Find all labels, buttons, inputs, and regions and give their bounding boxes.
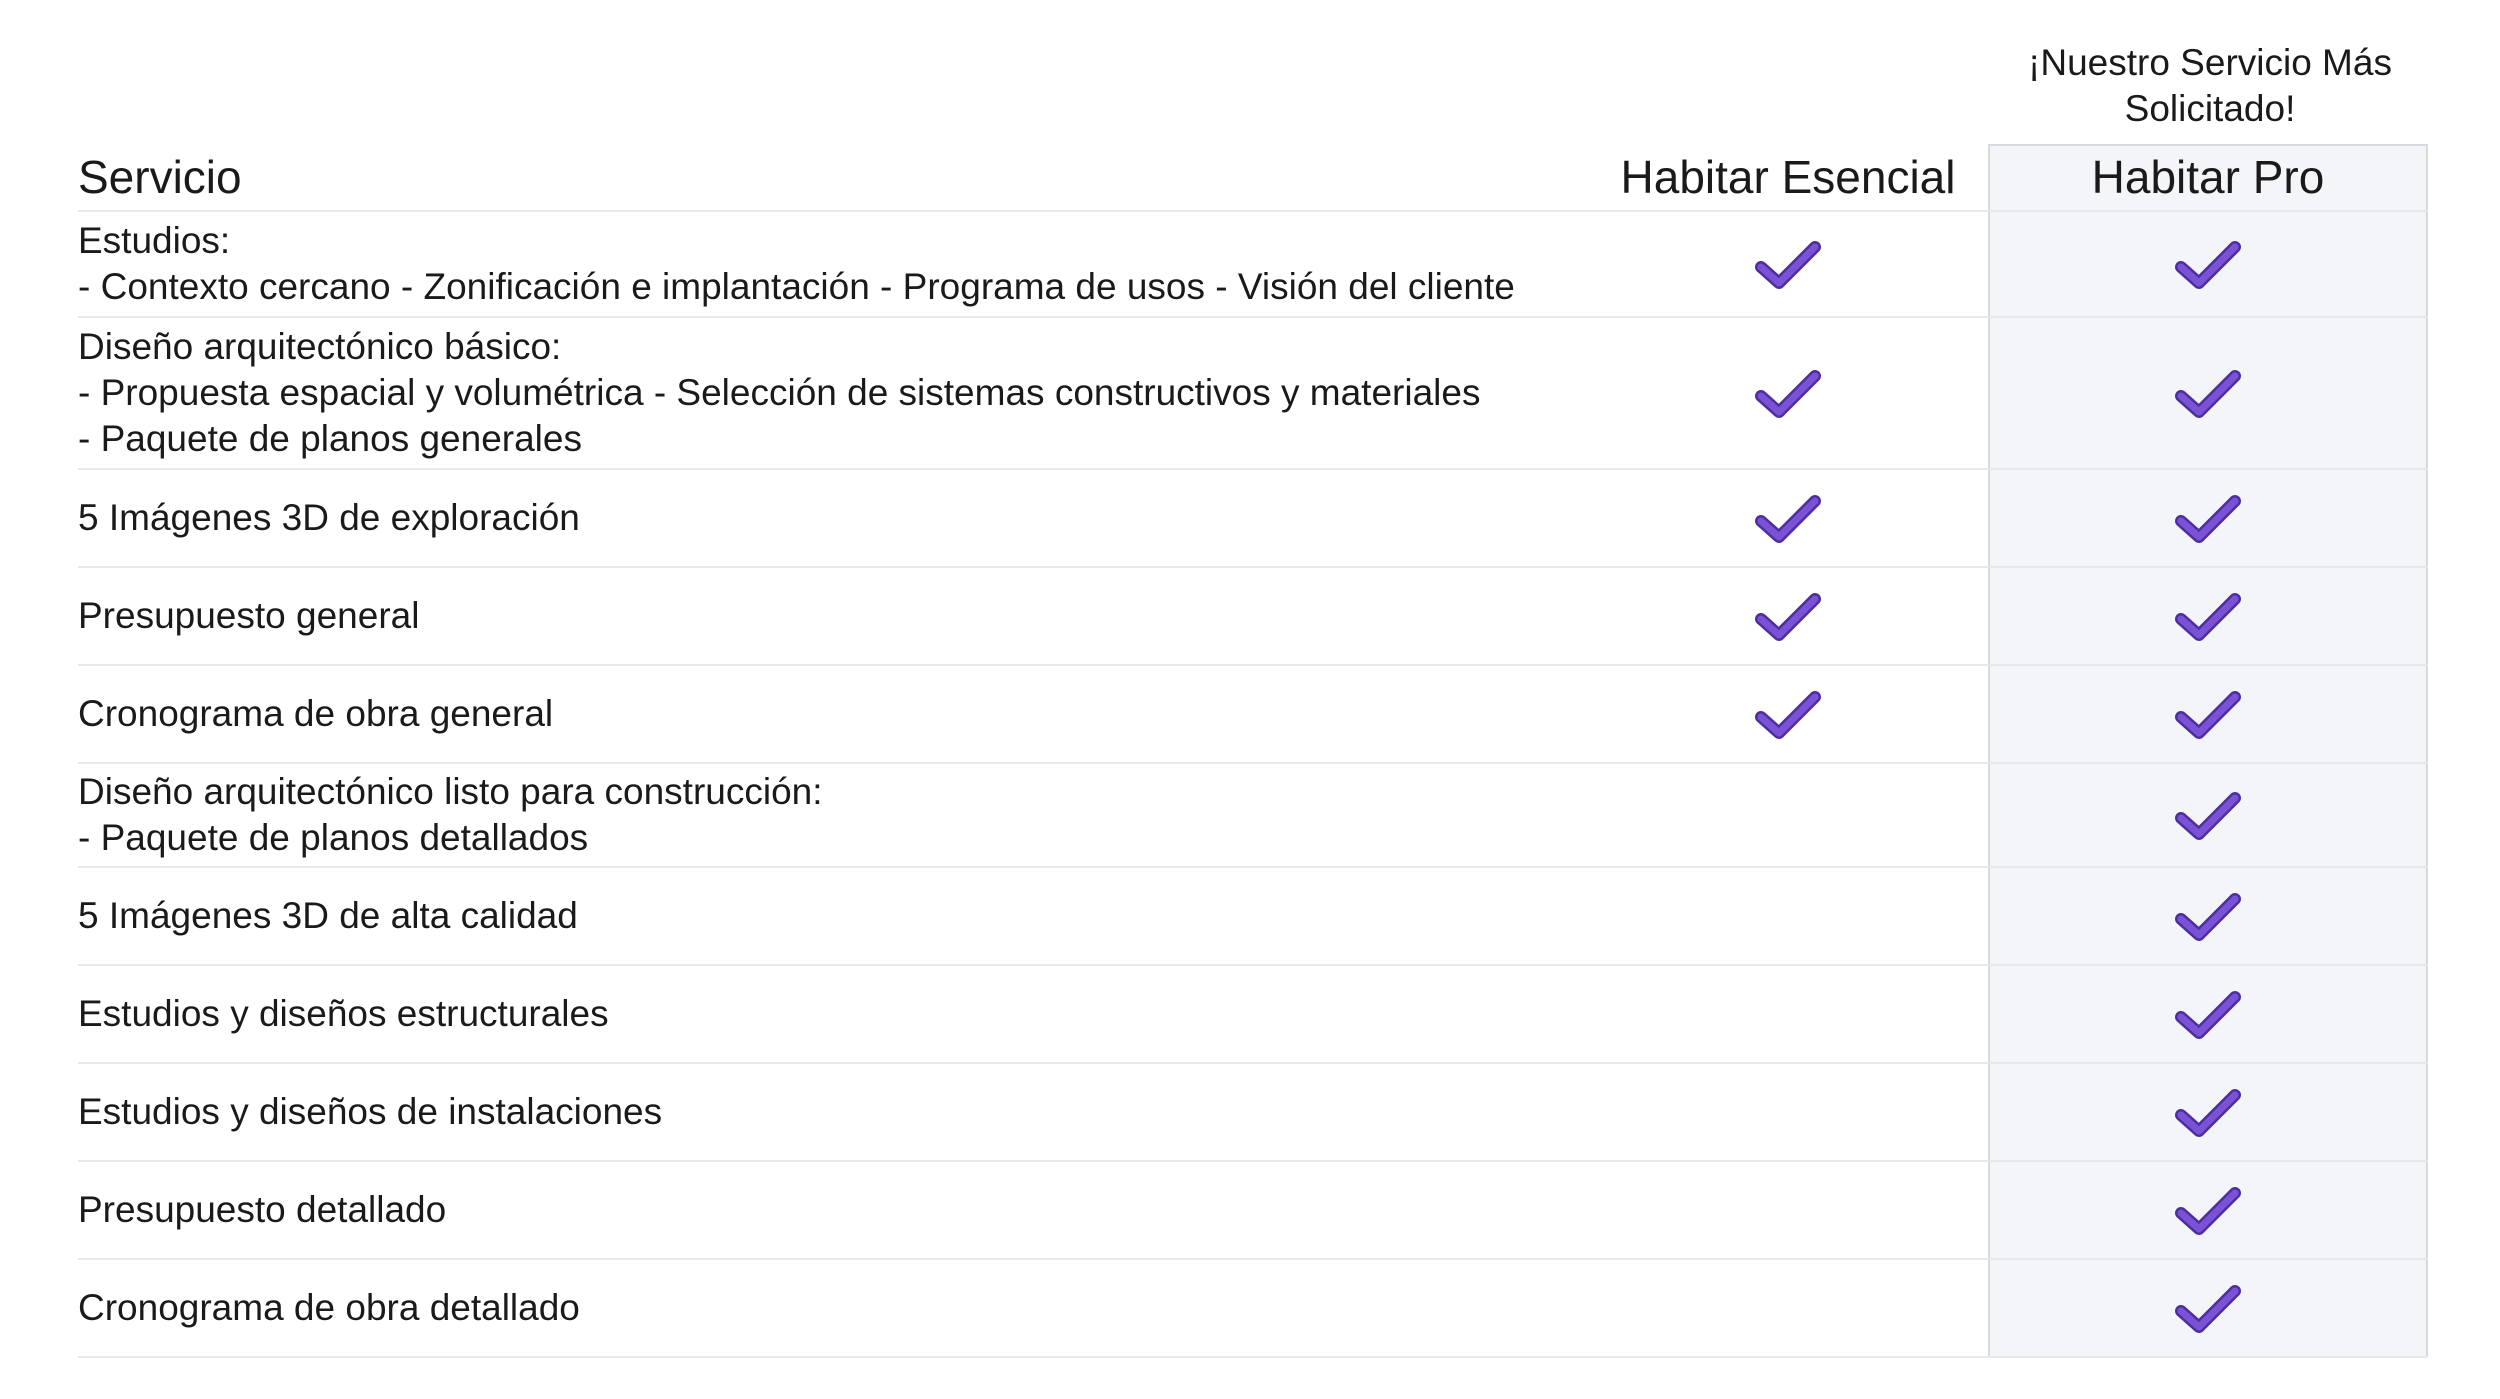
check-icon (1753, 491, 1823, 545)
service-description: Estudios y diseños de instalaciones (78, 1091, 663, 1132)
pro-cell (1988, 237, 2428, 291)
table-row (78, 868, 2428, 966)
pro-cell (1988, 889, 2428, 943)
pro-cell (1988, 1183, 2428, 1237)
column-header-pro: Habitar Pro (2091, 151, 2325, 203)
pro-cell (1988, 589, 2428, 643)
pro-cell (1988, 788, 2428, 842)
check-icon (2173, 589, 2243, 643)
table-row (78, 666, 2428, 764)
pro-cell (1988, 1085, 2428, 1139)
check-icon (2173, 491, 2243, 545)
essential-cell (1588, 366, 1988, 420)
check-icon (2173, 1085, 2243, 1139)
check-icon (2173, 889, 2243, 943)
essential-cell (1588, 589, 1988, 643)
essential-cell (1588, 491, 1988, 545)
service-description: Presupuesto detallado (78, 1189, 447, 1230)
essential-cell (1588, 687, 1988, 741)
table-row (78, 212, 2428, 318)
essential-cell (1588, 237, 1988, 291)
service-description: Estudios y diseños estructurales (78, 993, 609, 1034)
most-requested-badge: ¡Nuestro Servicio Más Solicitado! (2028, 42, 2392, 129)
check-icon (2173, 987, 2243, 1041)
pro-cell (1988, 491, 2428, 545)
table-row (78, 764, 2428, 868)
table-row (78, 568, 2428, 666)
service-description: Cronograma de obra general (78, 693, 554, 734)
services-comparison-table (78, 144, 2428, 1358)
service-description: Cronograma de obra detallado (78, 1287, 580, 1328)
table-row (78, 1260, 2428, 1358)
check-icon (1753, 366, 1823, 420)
service-description: Diseño arquitectónico listo para construcción: - Paquete de planos detallados (78, 771, 823, 858)
service-description: 5 Imágenes 3D de exploración (78, 497, 580, 538)
table-row (78, 1162, 2428, 1260)
table-row (78, 470, 2428, 568)
table-row (78, 318, 2428, 470)
check-icon (2173, 366, 2243, 420)
table-body (78, 212, 2428, 1358)
column-header-service: Servicio (78, 151, 242, 203)
service-description: Presupuesto general (78, 595, 420, 636)
pro-cell (1988, 687, 2428, 741)
check-icon (2173, 788, 2243, 842)
check-icon (2173, 1281, 2243, 1335)
pro-cell (1988, 366, 2428, 420)
service-description: 5 Imágenes 3D de alta calidad (78, 895, 578, 936)
table-header-row (78, 144, 2428, 212)
check-icon (1753, 589, 1823, 643)
table-row (78, 1064, 2428, 1162)
check-icon (2173, 237, 2243, 291)
table-row (78, 966, 2428, 1064)
column-header-essential: Habitar Esencial (1620, 151, 1956, 203)
pro-cell (1988, 987, 2428, 1041)
service-description: Diseño arquitectónico básico: - Propuesta espacial y volumétrica - Selección de sistemas constructivos y materiales - Paquete de planos generales (78, 326, 1481, 459)
check-icon (1753, 687, 1823, 741)
check-icon (2173, 687, 2243, 741)
pro-cell (1988, 1281, 2428, 1335)
service-description: Estudios: - Contexto cercano - Zonificación e implantación - Programa de usos - Visión del cliente (78, 220, 1515, 307)
check-icon (1753, 237, 1823, 291)
check-icon (2173, 1183, 2243, 1237)
